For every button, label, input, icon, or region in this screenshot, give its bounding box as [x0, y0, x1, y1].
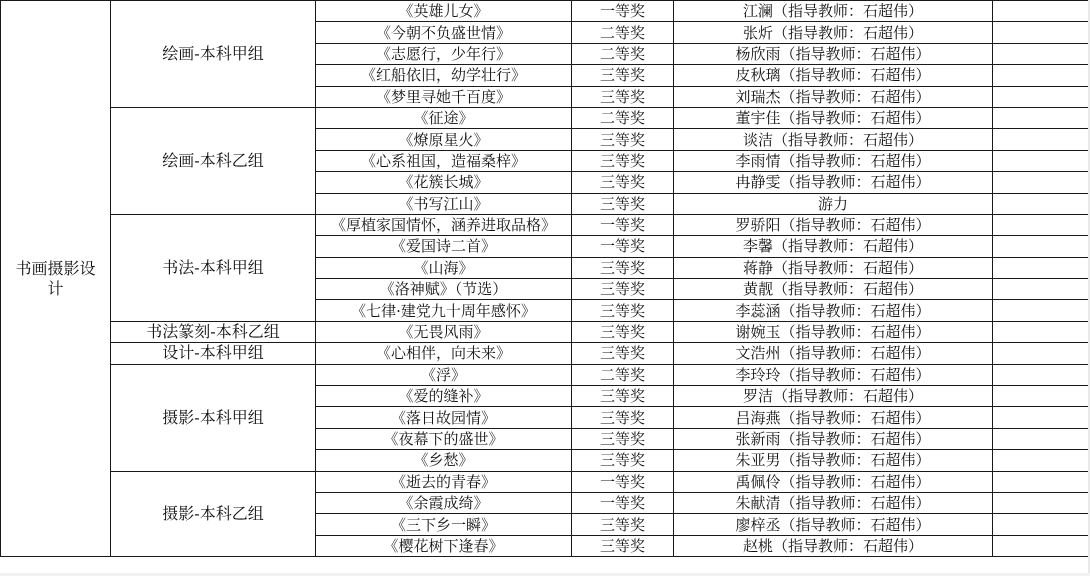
award-cell: 二等奖	[572, 107, 674, 128]
award-cell: 三等奖	[572, 86, 674, 107]
author-cell: 禹佩伶（指导教师：石超伟）	[674, 471, 993, 492]
empty-cell	[993, 279, 1089, 300]
author-cell: 董宇佳（指导教师：石超伟）	[674, 107, 993, 128]
author-cell: 李玲玲（指导教师：石超伟）	[674, 364, 993, 385]
empty-cell	[993, 492, 1089, 513]
award-cell: 三等奖	[572, 450, 674, 471]
work-title-cell: 《浮》	[316, 364, 572, 385]
author-cell: 赵桃（指导教师：石超伟）	[674, 535, 993, 556]
award-cell: 三等奖	[572, 386, 674, 407]
empty-cell	[993, 471, 1089, 492]
work-title-cell: 《红船依旧，幼学壮行》	[316, 65, 572, 86]
work-title-cell: 《余霞成绮》	[316, 492, 572, 513]
group-cell: 设计-本科甲组	[111, 343, 316, 364]
author-cell: 冉静雯（指导教师：石超伟）	[674, 172, 993, 193]
empty-cell	[993, 300, 1089, 321]
category-cell: 书画摄影设计	[1, 1, 111, 557]
author-cell: 皮秋璃（指导教师：石超伟）	[674, 65, 993, 86]
table-row	[1, 107, 1089, 128]
award-cell: 三等奖	[572, 150, 674, 171]
group-cell: 绘画-本科乙组	[111, 107, 316, 214]
award-cell: 三等奖	[572, 279, 674, 300]
work-title-cell: 《洛神赋》（节选）	[316, 279, 572, 300]
work-title-cell: 《书写江山》	[316, 193, 572, 214]
empty-cell	[993, 386, 1089, 407]
empty-cell	[993, 236, 1089, 257]
author-cell: 杨欣雨（指导教师：石超伟）	[674, 43, 993, 64]
table-row	[1, 321, 1089, 342]
author-cell: 朱亚男（指导教师：石超伟）	[674, 450, 993, 471]
work-title-cell: 《逝去的青春》	[316, 471, 572, 492]
group-cell: 书法篆刻-本科乙组	[111, 321, 316, 342]
award-cell: 三等奖	[572, 407, 674, 428]
award-cell: 一等奖	[572, 214, 674, 235]
author-cell: 蒋静（指导教师：石超伟）	[674, 257, 993, 278]
award-cell: 二等奖	[572, 43, 674, 64]
empty-cell	[993, 107, 1089, 128]
group-cell: 摄影-本科甲组	[111, 364, 316, 471]
award-table-body	[1, 1, 1089, 557]
author-cell: 谢婉玉（指导教师：石超伟）	[674, 321, 993, 342]
empty-cell	[993, 257, 1089, 278]
work-title-cell: 《爱的缝补》	[316, 386, 572, 407]
table-row	[1, 214, 1089, 235]
author-cell: 张炘（指导教师：石超伟）	[674, 22, 993, 43]
empty-cell	[993, 86, 1089, 107]
table-row	[1, 471, 1089, 492]
work-title-cell: 《七律·建党九十周年感怀》	[316, 300, 572, 321]
award-cell: 二等奖	[572, 22, 674, 43]
award-cell: 三等奖	[572, 172, 674, 193]
group-cell: 书法-本科甲组	[111, 214, 316, 321]
empty-cell	[993, 214, 1089, 235]
work-title-cell: 《心系祖国，造福桑梓》	[316, 150, 572, 171]
empty-cell	[993, 450, 1089, 471]
work-title-cell: 《三下乡一瞬》	[316, 514, 572, 535]
author-cell: 廖梓丞（指导教师：石超伟）	[674, 514, 993, 535]
table-row	[1, 343, 1089, 364]
award-cell: 三等奖	[572, 129, 674, 150]
empty-cell	[993, 22, 1089, 43]
work-title-cell: 《花簇长城》	[316, 172, 572, 193]
award-cell: 三等奖	[572, 193, 674, 214]
author-cell: 刘瑞杰（指导教师：石超伟）	[674, 86, 993, 107]
award-cell: 三等奖	[572, 300, 674, 321]
empty-cell	[993, 407, 1089, 428]
author-cell: 罗洁（指导教师：石超伟）	[674, 386, 993, 407]
empty-cell	[993, 193, 1089, 214]
author-cell: 李雨情（指导教师：石超伟）	[674, 150, 993, 171]
award-cell: 一等奖	[572, 492, 674, 513]
award-cell: 三等奖	[572, 257, 674, 278]
work-title-cell: 《无畏风雨》	[316, 321, 572, 342]
author-cell: 江澜（指导教师：石超伟）	[674, 1, 993, 22]
award-cell: 三等奖	[572, 65, 674, 86]
empty-cell	[993, 43, 1089, 64]
author-cell: 文浩州（指导教师：石超伟）	[674, 343, 993, 364]
empty-cell	[993, 1, 1089, 22]
author-cell: 罗骄阳（指导教师：石超伟）	[674, 214, 993, 235]
empty-cell	[993, 364, 1089, 385]
award-cell: 三等奖	[572, 535, 674, 556]
empty-cell	[993, 172, 1089, 193]
empty-cell	[993, 150, 1089, 171]
work-title-cell: 《心相伴，向未来》	[316, 343, 572, 364]
work-title-cell: 《夜幕下的盛世》	[316, 428, 572, 449]
author-cell: 李蕊涵（指导教师：石超伟）	[674, 300, 993, 321]
empty-cell	[993, 535, 1089, 556]
award-cell: 三等奖	[572, 321, 674, 342]
work-title-cell: 《征途》	[316, 107, 572, 128]
award-cell: 二等奖	[572, 364, 674, 385]
empty-cell	[993, 343, 1089, 364]
award-cell: 一等奖	[572, 1, 674, 22]
author-cell: 黄靓（指导教师：石超伟）	[674, 279, 993, 300]
empty-cell	[993, 129, 1089, 150]
table-row	[1, 364, 1089, 385]
author-cell: 谈洁（指导教师：石超伟）	[674, 129, 993, 150]
award-cell: 一等奖	[572, 236, 674, 257]
work-title-cell: 《梦里寻她千百度》	[316, 86, 572, 107]
work-title-cell: 《志愿行，少年行》	[316, 43, 572, 64]
work-title-cell: 《乡愁》	[316, 450, 572, 471]
work-title-cell: 《爱国诗二首》	[316, 236, 572, 257]
empty-cell	[993, 65, 1089, 86]
empty-cell	[993, 428, 1089, 449]
author-cell: 游力	[674, 193, 993, 214]
group-cell: 摄影-本科乙组	[111, 471, 316, 557]
empty-cell	[993, 321, 1089, 342]
work-title-cell: 《山海》	[316, 257, 572, 278]
author-cell: 张新雨（指导教师：石超伟）	[674, 428, 993, 449]
work-title-cell: 《英雄儿女》	[316, 1, 572, 22]
author-cell: 吕海燕（指导教师：石超伟）	[674, 407, 993, 428]
award-cell: 三等奖	[572, 343, 674, 364]
award-cell: 三等奖	[572, 428, 674, 449]
empty-cell	[993, 514, 1089, 535]
award-cell: 三等奖	[572, 514, 674, 535]
work-title-cell: 《厚植家国情怀，涵养进取品格》	[316, 214, 572, 235]
author-cell: 李馨（指导教师：石超伟）	[674, 236, 993, 257]
group-cell: 绘画-本科甲组	[111, 1, 316, 108]
work-title-cell: 《落日故园情》	[316, 407, 572, 428]
author-cell: 朱献清（指导教师：石超伟）	[674, 492, 993, 513]
work-title-cell: 《燎原星火》	[316, 129, 572, 150]
award-cell: 一等奖	[572, 471, 674, 492]
work-title-cell: 《樱花树下逢春》	[316, 535, 572, 556]
table-row	[1, 1, 1089, 22]
work-title-cell: 《今朝不负盛世情》	[316, 22, 572, 43]
